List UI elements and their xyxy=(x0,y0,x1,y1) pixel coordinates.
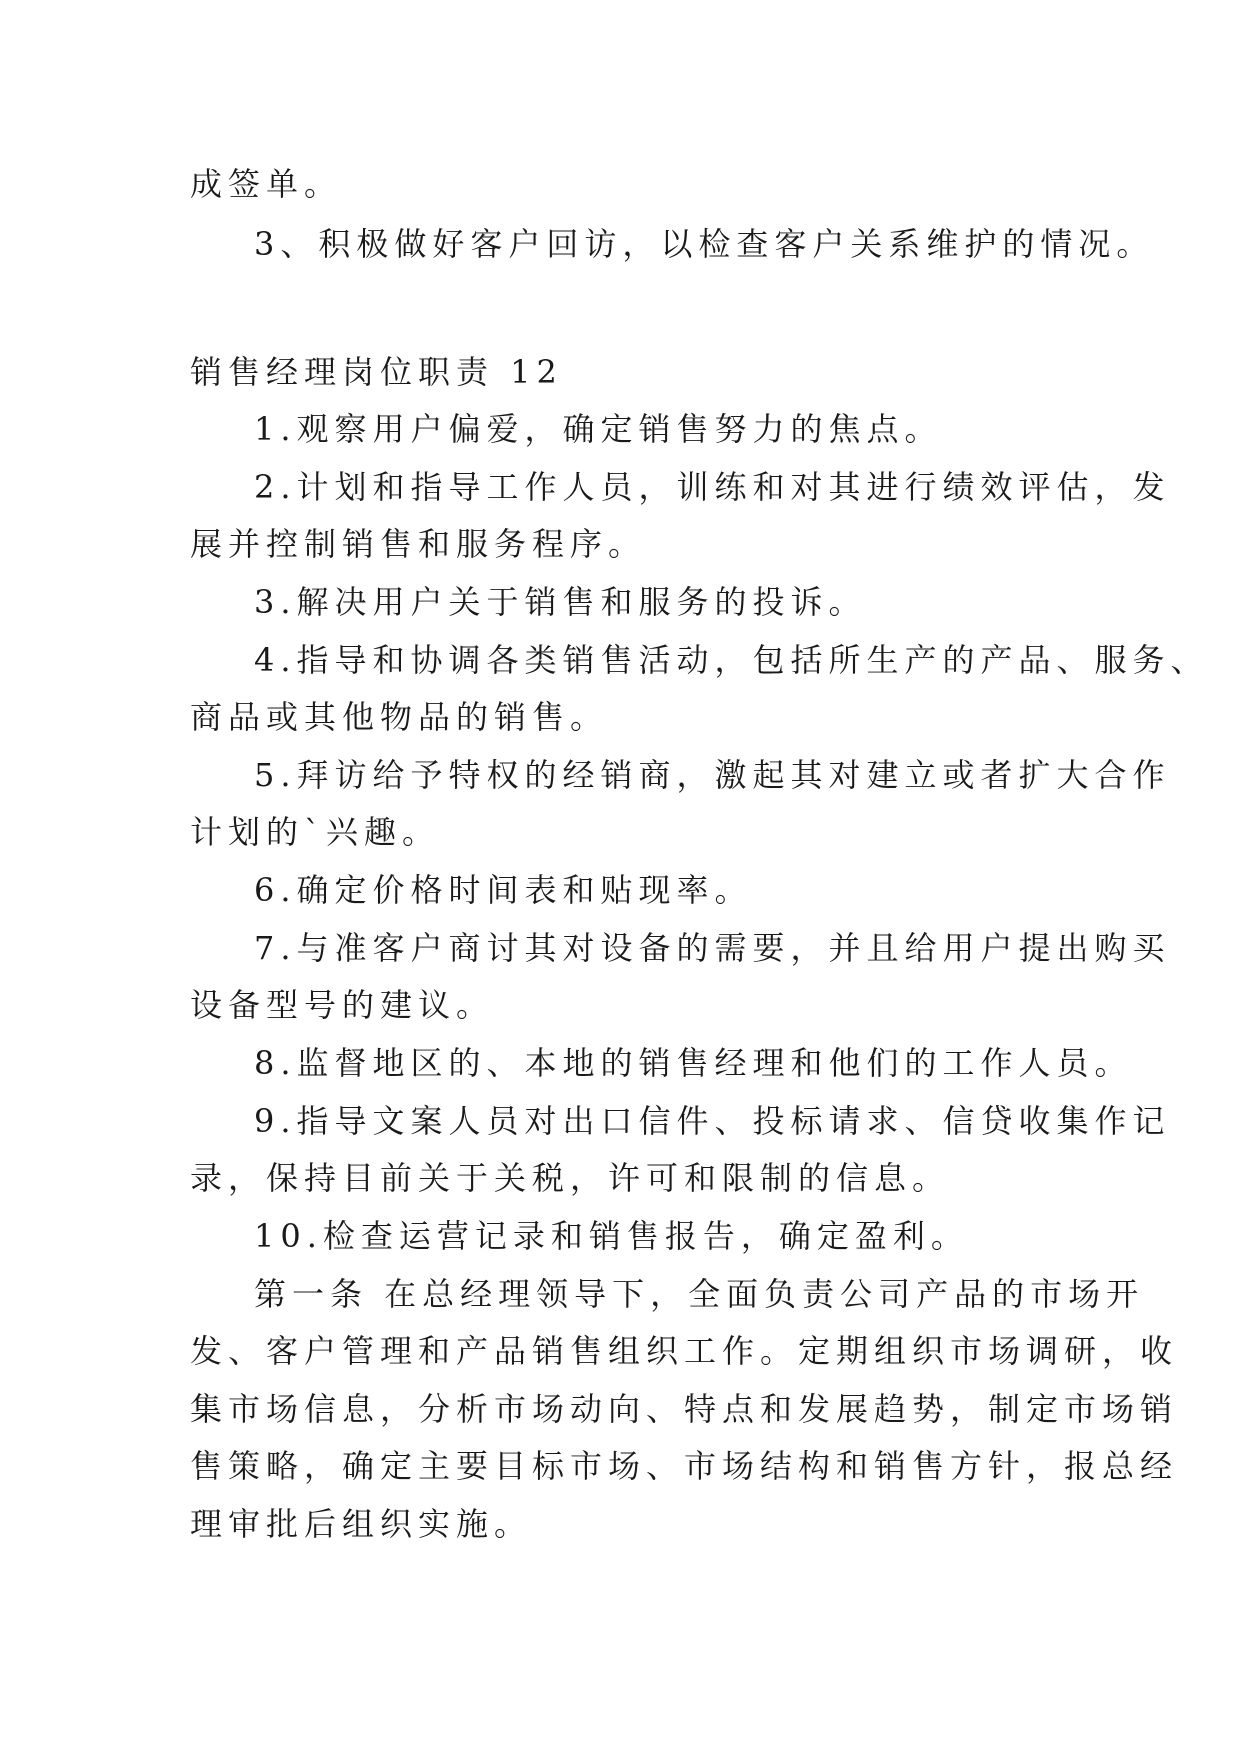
article-paragraph-line: 理审批后组织实施。 xyxy=(190,1505,533,1543)
list-item: 8.监督地区的、本地的销售经理和他们的工作人员。 xyxy=(254,1044,1133,1082)
section-heading: 销售经理岗位职责 12 xyxy=(190,353,563,391)
list-item-continuation: 商品或其他物品的销售。 xyxy=(190,698,609,736)
list-item: 4.指导和协调各类销售活动，包括所生产的产品、服务、 xyxy=(254,641,1209,679)
article-paragraph-line: 售策略，确定主要目标市场、市场结构和销售方针，报总经 xyxy=(190,1447,1179,1485)
list-item: 9.指导文案人员对出口信件、投标请求、信贷收集作记 xyxy=(254,1102,1171,1140)
article-paragraph-line: 发、客户管理和产品销售组织工作。定期组织市场调研，收 xyxy=(190,1332,1179,1370)
list-item-continuation: 设备型号的建议。 xyxy=(190,986,495,1024)
paragraph-line: 成签单。 xyxy=(190,165,343,203)
list-item: 2.计划和指导工作人员，训练和对其进行绩效评估，发 xyxy=(254,468,1171,506)
article-paragraph: 第一条 在总经理领导下，全面负责公司产品的市场开 xyxy=(254,1275,1145,1313)
list-item: 7.与准客户商讨其对设备的需要，并且给用户提出购买 xyxy=(254,929,1171,967)
article-paragraph-line: 集市场信息，分析市场动向、特点和发展趋势，制定市场销 xyxy=(190,1390,1179,1428)
list-item: 5.拜访给予特权的经销商，激起其对建立或者扩大合作 xyxy=(254,756,1171,794)
list-item: 6.确定价格时间表和贴现率。 xyxy=(254,871,753,909)
list-item: 10.检查运营记录和销售报告，确定盈利。 xyxy=(254,1217,969,1255)
list-item: 3.解决用户关于销售和服务的投诉。 xyxy=(254,583,867,621)
list-item: 1.观察用户偏爱，确定销售努力的焦点。 xyxy=(254,410,943,448)
list-item-continuation: 录，保持目前关于关税，许可和限制的信息。 xyxy=(190,1159,951,1197)
paragraph-line: 3、积极做好客户回访，以检查客户关系维护的情况。 xyxy=(254,225,1155,263)
list-item-continuation: 展并控制销售和服务程序。 xyxy=(190,525,647,563)
list-item-continuation: 计划的`兴趣。 xyxy=(190,813,441,851)
